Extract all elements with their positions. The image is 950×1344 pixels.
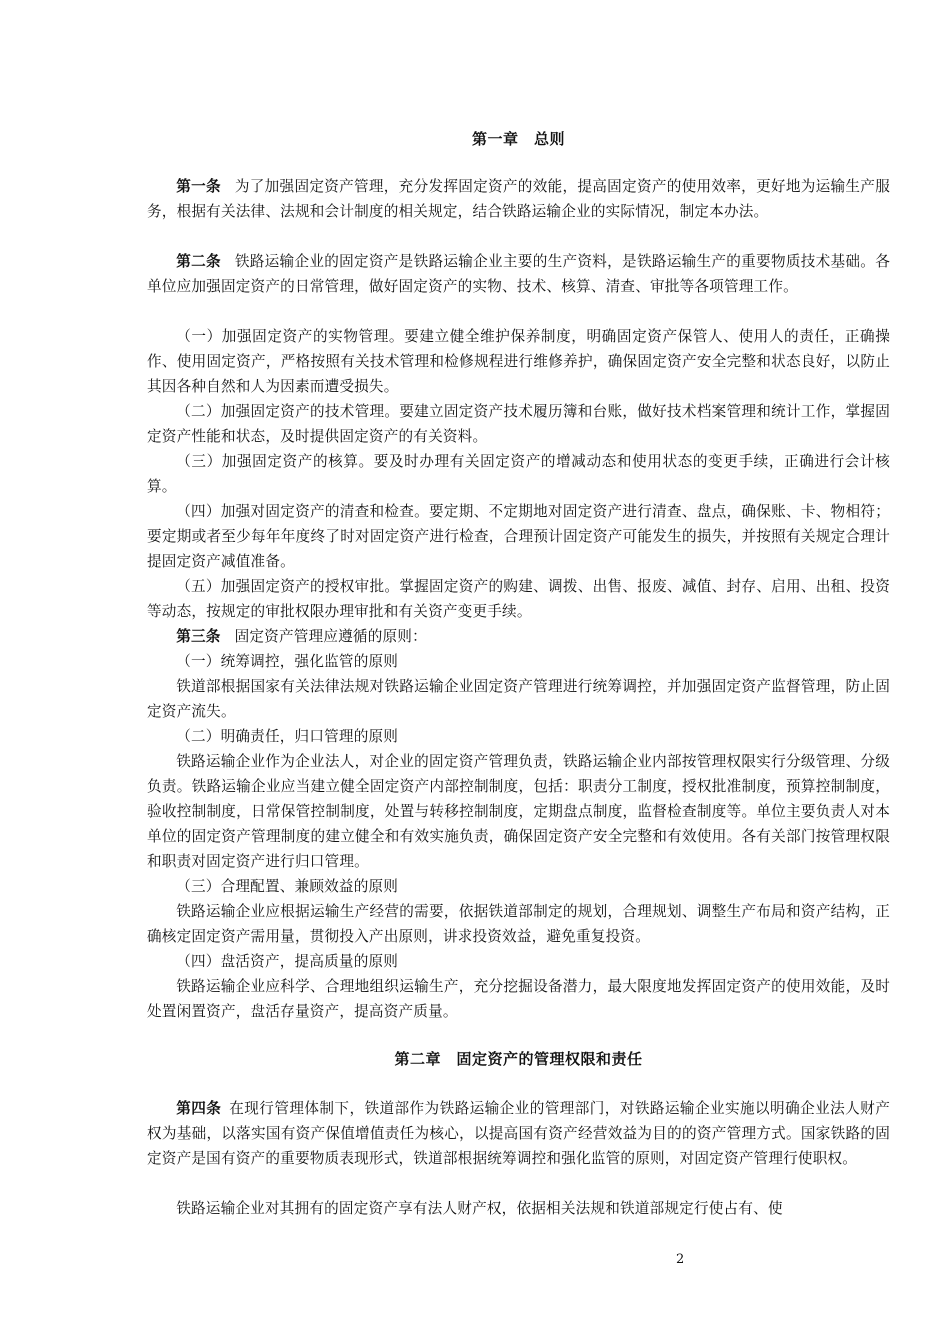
article-1-label: 第一条 bbox=[176, 178, 221, 195]
article-2-item-3: （三）加强固定资产的核算。要及时办理有关固定资产的增减动态和使用状态的变更手续，正确进行会计核算。 bbox=[147, 453, 890, 495]
article-4-continuation: 铁路运输企业对其拥有的固定资产享有法人财产权，依据相关法规和铁道部规定行使占有、使 bbox=[176, 1200, 783, 1217]
article-3 bbox=[147, 624, 890, 649]
article-4-label: 第四条 bbox=[176, 1100, 222, 1117]
article-3-label: 第三条 bbox=[176, 628, 221, 645]
article-2-text: 铁路运输企业的固定资产是铁路运输企业主要的生产资料，是铁路运输生产的重要物质技术基础。各单位应加强固定资产的日常管理，做好固定资产的实物、技术、核算、清查、审批等各项管理工作。 bbox=[147, 253, 890, 295]
article-3-text: 固定资产管理应遵循的原则： bbox=[234, 628, 427, 645]
article-2-item-4: （四）加强对固定资产的清查和检查。要定期、不定期地对固定资产进行清查、盘点，确保账、卡、物相符；要定期或者至少每年年度终了时对固定资产进行检查，合理预计固定资产可能发生的损失，并按照有关规定合理计提固定资产减值准备。 bbox=[147, 503, 890, 570]
article-2-item-5: （五）加强固定资产的授权审批。掌握固定资产的购建、调拨、出售、报废、减值、封存、启用、出租、投资等动态，按规定的审批权限办理审批和有关资产变更手续。 bbox=[147, 578, 890, 620]
article-2-label: 第二条 bbox=[176, 253, 221, 270]
article-4-text: 在现行管理体制下，铁道部作为铁路运输企业的管理部门，对铁路运输企业实施以明确企业法人财产权为基础，以落实国有资产保值增值责任为核心，以提高国有资产经营效益为目的的资产管理方式。国家铁路的固定资产是国有资产的重要物质表现形式，铁道部根据统筹调控和强化监管的原则，对固定资产管理行使职权。 bbox=[147, 1100, 890, 1167]
page-number: 2 bbox=[676, 1252, 685, 1267]
principle-1-text: 铁道部根据国家有关法律法规对铁路运输企业固定资产管理进行统筹调控，并加强固定资产监督管理，防止固定资产流失。 bbox=[147, 678, 890, 720]
principle-1-title: （一）统筹调控，强化监管的原则 bbox=[176, 653, 399, 670]
principle-3-title: （三）合理配置、兼顾效益的原则 bbox=[176, 878, 399, 895]
principle-4-text: 铁路运输企业应科学、合理地组织运输生产，充分挖掘设备潜力，最大限度地发挥固定资产的使用效能，及时处置闲置资产，盘活存量资产，提高资产质量。 bbox=[147, 978, 890, 1020]
article-4 bbox=[147, 1096, 890, 1171]
article-2 bbox=[147, 249, 890, 299]
principle-4-title: （四）盘活资产，提高质量的原则 bbox=[176, 953, 399, 970]
article-1-text: 为了加强固定资产管理，充分发挥固定资产的效能，提高固定资产的使用效率，更好地为运输生产服务，根据有关法律、法规和会计制度的相关规定，结合铁路运输企业的实际情况，制定本办法。 bbox=[147, 178, 890, 220]
article-2-item-2: （二）加强固定资产的技术管理。要建立固定资产技术履历簿和台账，做好技术档案管理和统计工作，掌握固定资产性能和状态，及时提供固定资产的有关资料。 bbox=[147, 403, 890, 445]
chapter-2-title: 第二章 固定资产的管理权限和责任 bbox=[394, 1050, 643, 1068]
article-2-item-1: （一）加强固定资产的实物管理。要建立健全维护保养制度，明确固定资产保管人、使用人的责任，正确操作、使用固定资产，严格按照有关技术管理和检修规程进行维修养护，确保固定资产安全完整和状态良好，以防止其因各种自然和人为因素而遭受损失。 bbox=[147, 328, 890, 395]
article-1 bbox=[147, 174, 890, 224]
principle-2-text: 铁路运输企业作为企业法人，对企业的固定资产管理负责，铁路运输企业内部按管理权限实行分级管理、分级负责。铁路运输企业应当建立健全固定资产内部控制制度，包括：职责分工制度，授权批准制度，预算控制制度，验收控制制度，日常保管控制制度，处置与转移控制制度，定期盘点制度，监督检查制度等。单位主要负责人对本单位的固定资产管理制度的建立健全和有效实施负责，确保固定资产安全完整和有效使用。各有关部门按管理权限和职责对固定资产进行归口管理。 bbox=[147, 753, 890, 870]
principle-2-title: （二）明确责任，归口管理的原则 bbox=[176, 728, 399, 745]
chapter-1-title: 第一章 总则 bbox=[471, 130, 565, 148]
principle-3-text: 铁路运输企业应根据运输生产经营的需要，依据铁道部制定的规划，合理规划、调整生产布局和资产结构，正确核定固定资产需用量，贯彻投入产出原则，讲求投资效益，避免重复投资。 bbox=[147, 903, 890, 945]
